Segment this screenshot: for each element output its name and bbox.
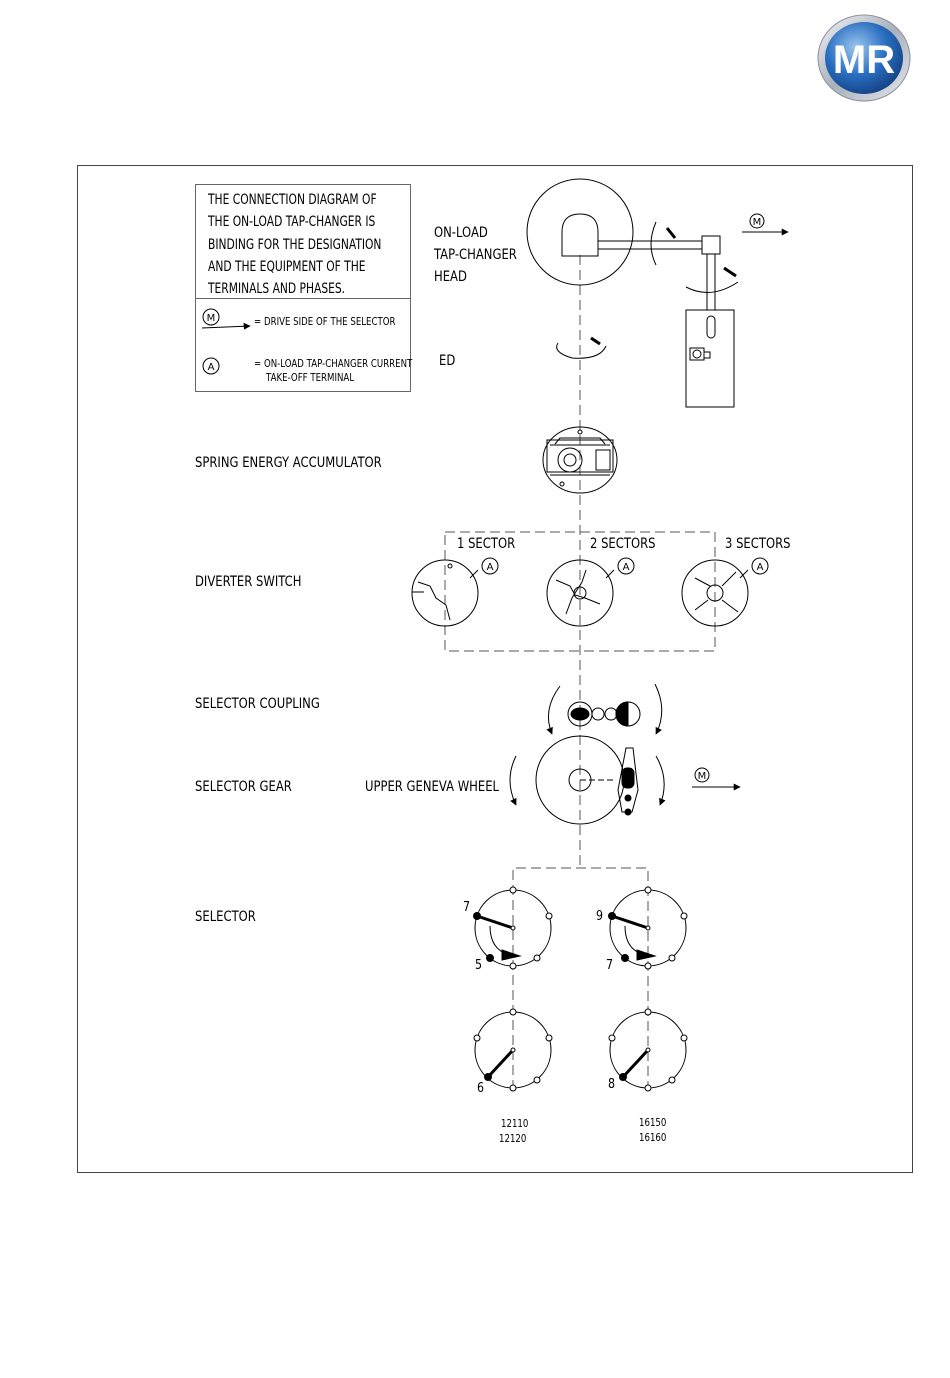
legend-a-symbol (203, 358, 219, 374)
label-spring: SPRING ENERGY ACCUMULATOR (195, 455, 382, 471)
svg-text:M: M (206, 313, 216, 324)
model-left-2: 12120 (499, 1133, 527, 1145)
model-right-1: 16150 (639, 1117, 667, 1129)
label-head-1: ON-LOAD (434, 225, 488, 241)
svg-text:M: M (752, 217, 762, 228)
svg-text:A: A (756, 562, 764, 573)
tap-changer-head (527, 179, 788, 310)
pos-right-top-lower: 7 (606, 958, 614, 973)
svg-text:M: M (697, 771, 707, 782)
label-sector-2: 2 SECTORS (590, 536, 656, 552)
binding-note: THE CONNECTION DIAGRAM OF THE ON-LOAD TAP-CHANGER IS BINDING FOR THE DESIGNATION AND THE EQUIPMENT OF THE TERMINALS AND PHASES. (208, 192, 382, 298)
svg-text:A: A (622, 562, 630, 573)
selector-top-right (609, 887, 688, 969)
pos-left-bottom: 6 (477, 1081, 485, 1096)
label-sector-1: 1 SECTOR (457, 536, 516, 552)
legend-a-text-2: TAKE-OFF TERMINAL (266, 372, 355, 384)
svg-text:A: A (486, 562, 494, 573)
pos-left-top-upper: 7 (463, 900, 471, 915)
label-selector-coupling: SELECTOR COUPLING (195, 696, 320, 712)
legend-a-text-1: = ON-LOAD TAP-CHANGER CURRENT (254, 358, 413, 370)
label-selector-gear: SELECTOR GEAR (195, 779, 292, 795)
selector-top-left (474, 887, 553, 969)
label-sector-3: 3 SECTORS (725, 536, 791, 552)
legend-m-text: = DRIVE SIDE OF THE SELECTOR (254, 316, 396, 328)
svg-text:MR: MR (832, 38, 896, 82)
label-head-3: HEAD (434, 269, 467, 285)
pos-right-bottom: 8 (608, 1077, 616, 1092)
selector-gear (510, 736, 740, 824)
motor-drive (557, 310, 734, 407)
model-left-1: 12110 (501, 1118, 529, 1130)
label-selector: SELECTOR (195, 909, 256, 925)
pos-right-top-upper: 9 (596, 909, 604, 924)
selector-coupling (548, 684, 661, 734)
label-head-2: TAP-CHANGER (434, 247, 517, 263)
label-ed: ED (439, 353, 456, 369)
label-diverter: DIVERTER SWITCH (195, 574, 302, 590)
label-geneva: UPPER GENEVA WHEEL (365, 779, 500, 795)
pos-left-top-lower: 5 (475, 958, 483, 973)
model-right-2: 16160 (639, 1132, 667, 1144)
selector-guide (513, 868, 648, 1090)
legend-m-symbol (202, 309, 250, 328)
svg-text:A: A (207, 362, 215, 373)
